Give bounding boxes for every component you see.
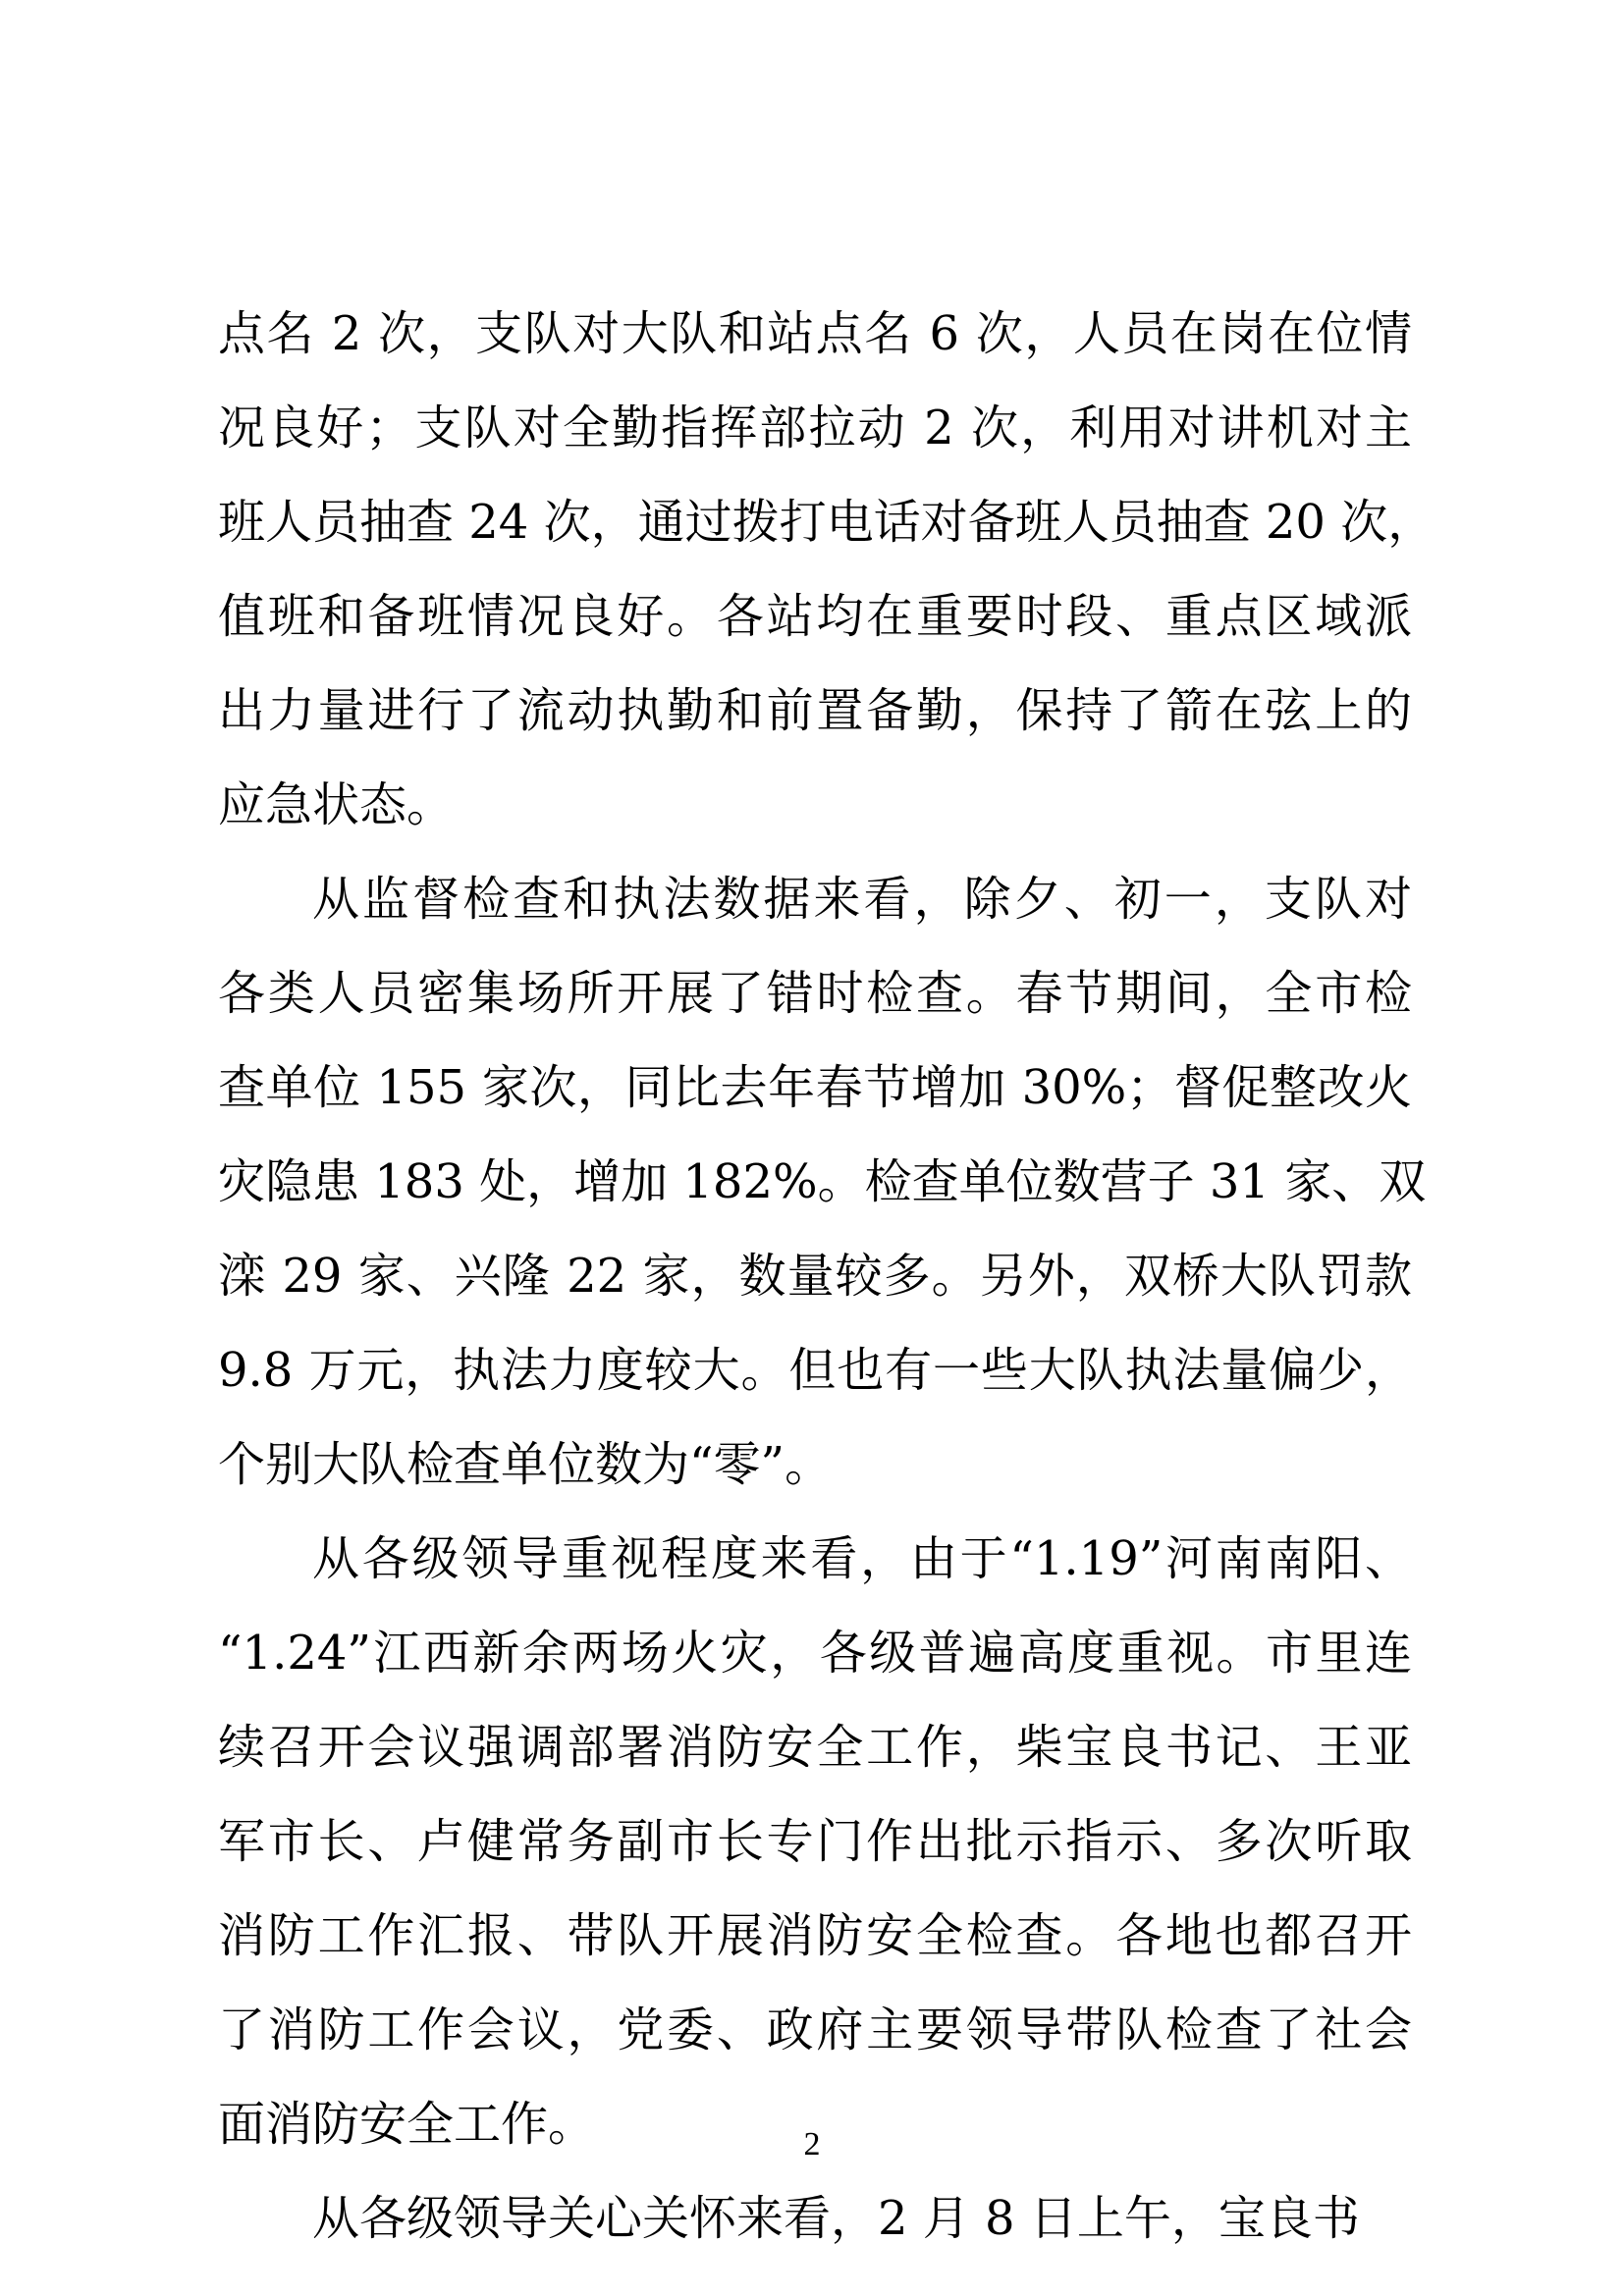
paragraph-first-line: 从监督检查和执法数据来看，除夕、初一，支队对 [312, 872, 1412, 927]
text-line: “1.24”江西新余两场火灾，各级普遍高度重视。市里连 [218, 1626, 1412, 1681]
text-line: 个别大队检查单位数为“零”。 [218, 1437, 833, 1492]
text-line: 滦 29 家、兴隆 22 家，数量较多。另外，双桥大队罚款 [218, 1249, 1412, 1304]
text-line: 各类人员密集场所开展了错时检查。春节期间，全市检 [218, 966, 1412, 1021]
text-line: 消防工作汇报、带队开展消防安全检查。各地也都召开 [218, 1908, 1412, 1963]
text-line: 点名 2 次，支队对大队和站点名 6 次，人员在岗在位情 [218, 306, 1412, 361]
text-line: 9.8 万元，执法力度较大。但也有一些大队执法量偏少， [218, 1343, 1412, 1398]
text-line: 查单位 155 家次，同比去年春节增加 30%；督促整改火 [218, 1060, 1412, 1115]
text-line: 续召开会议强调部署消防安全工作，柴宝良书记、王亚 [218, 1720, 1412, 1775]
paragraph-first-line: 从各级领导重视程度来看，由于“1.19”河南南阳、 [312, 1531, 1412, 1586]
text-line: 出力量进行了流动执勤和前置备勤，保持了箭在弦上的 [218, 683, 1412, 738]
paragraph-first-line: 从各级领导关心关怀来看，2 月 8 日上午，宝良书 [312, 2191, 1360, 2246]
text-line: 况良好；支队对全勤指挥部拉动 2 次，利用对讲机对主 [218, 400, 1412, 455]
text-line: 班人员抽查 24 次，通过拨打电话对备班人员抽查 20 次， [218, 495, 1435, 550]
text-line: 值班和备班情况良好。各站均在重要时段、重点区域派 [218, 589, 1412, 644]
text-line: 了消防工作会议，党委、政府主要领导带队检查了社会 [218, 2002, 1412, 2057]
text-line: 应急状态。 [218, 777, 455, 832]
text-line: 灾隐患 183 处，增加 182%。检查单位数营子 31 家、双 [218, 1154, 1427, 1209]
text-line: 面消防安全工作。 [218, 2097, 596, 2152]
page-number: 2 [803, 2126, 821, 2163]
text-line: 军市长、卢健常务副市长专门作出批示指示、多次听取 [218, 1814, 1412, 1869]
